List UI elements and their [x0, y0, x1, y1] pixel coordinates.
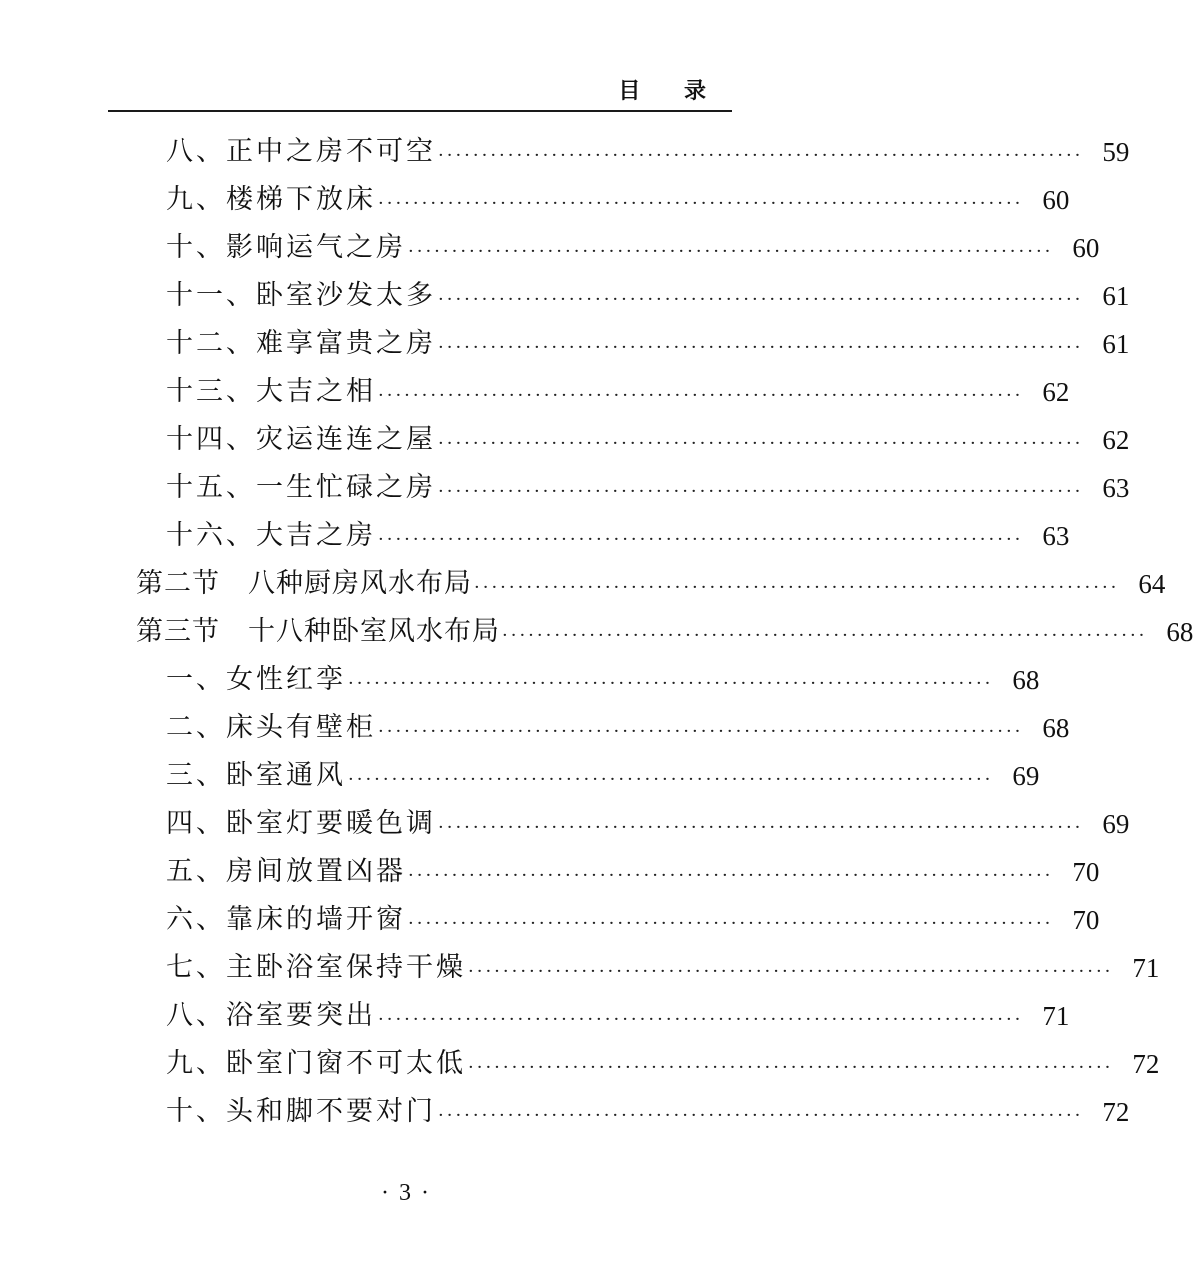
dot-leader: ··········································································: [438, 481, 1084, 502]
toc-entry-title: 六、靠床的墙开窗: [166, 904, 406, 935]
toc-entry-title: 七、主卧浴室保持干燥: [166, 952, 466, 983]
toc-entry[interactable]: [166, 656, 1040, 704]
dot-leader: ··········································································: [438, 433, 1084, 454]
toc-entry-title: 十六、大吉之房: [166, 520, 376, 551]
toc-entry[interactable]: [166, 704, 1070, 752]
toc-entry-title: 十四、灾运连连之屋: [166, 424, 436, 455]
toc-entry-title: 十一、卧室沙发太多: [166, 280, 436, 311]
toc-entry[interactable]: [166, 272, 1130, 320]
page-number: · 3 ·: [381, 1180, 431, 1206]
toc-entry-page: 68: [1012, 665, 1040, 695]
dot-leader: ··········································································: [468, 961, 1114, 982]
toc-entry[interactable]: [166, 512, 1070, 560]
toc-section-entry[interactable]: [136, 560, 1166, 608]
toc-section-title: 第二节 八种厨房风水布局: [136, 568, 472, 599]
toc-entry-title: 十二、难享富贵之房: [166, 328, 436, 359]
toc-entry-title: 十五、一生忙碌之房: [166, 472, 436, 503]
running-head: 目 录: [618, 79, 724, 104]
dot-leader: ··········································································: [438, 289, 1084, 310]
toc-entry-page: 61: [1102, 329, 1130, 359]
toc-entry-title: 九、卧室门窗不可太低: [166, 1048, 466, 1079]
toc-entry-page: 70: [1072, 857, 1100, 887]
toc-entry-title: 八、浴室要突出: [166, 1000, 376, 1031]
toc-entry[interactable]: [166, 992, 1070, 1040]
toc-entry-title: 十三、大吉之相: [166, 376, 376, 407]
dot-leader: ··········································································: [438, 337, 1084, 358]
toc-entry[interactable]: [166, 944, 1160, 992]
toc-entry-page: 72: [1102, 1097, 1130, 1127]
dot-leader: ··········································································: [474, 577, 1120, 598]
toc-entry-page: 71: [1132, 953, 1160, 983]
toc-entry[interactable]: [166, 1040, 1160, 1088]
dot-leader: ··········································································: [408, 865, 1054, 886]
toc-entry[interactable]: [166, 128, 1130, 176]
dot-leader: ··········································································: [438, 145, 1084, 166]
dot-leader: ··········································································: [378, 1009, 1024, 1030]
toc-entry-title: 十、影响运气之房: [166, 232, 406, 263]
toc-entry-title: 一、女性红孪: [166, 664, 346, 695]
dot-leader: ··········································································: [438, 817, 1084, 838]
toc-entry-page: 62: [1102, 425, 1130, 455]
dot-leader: ··········································································: [408, 913, 1054, 934]
header-rule: [108, 110, 732, 112]
toc-entry-page: 64: [1138, 569, 1166, 599]
dot-leader: ··········································································: [348, 673, 994, 694]
dot-leader: ··········································································: [502, 625, 1148, 646]
toc-entry-title: 四、卧室灯要暖色调: [166, 808, 436, 839]
toc-entry[interactable]: [166, 800, 1130, 848]
toc-entry-page: 61: [1102, 281, 1130, 311]
toc-entry-page: 63: [1102, 473, 1130, 503]
toc-entry-title: 九、楼梯下放床: [166, 184, 376, 215]
toc-section-entry[interactable]: [136, 608, 1193, 656]
toc-entry[interactable]: [166, 752, 1040, 800]
toc-entry-page: 62: [1042, 377, 1070, 407]
toc-entry-title: 十、头和脚不要对门: [166, 1096, 436, 1127]
toc-entry-title: 三、卧室通风: [166, 760, 346, 791]
toc-entry-title: 五、房间放置凶器: [166, 856, 406, 887]
toc-entry-page: 71: [1042, 1001, 1070, 1031]
dot-leader: ··········································································: [468, 1057, 1114, 1078]
toc-entry[interactable]: [166, 224, 1100, 272]
toc-entry[interactable]: [166, 416, 1130, 464]
toc-entry[interactable]: [166, 320, 1130, 368]
toc-entry-page: 70: [1072, 905, 1100, 935]
toc-section-title: 第三节 十八种卧室风水布局: [136, 616, 500, 647]
toc-entry[interactable]: [166, 896, 1100, 944]
toc-entry-page: 68: [1166, 617, 1193, 647]
toc-entry[interactable]: [166, 176, 1070, 224]
toc-entry[interactable]: [166, 464, 1130, 512]
toc-entry-page: 72: [1132, 1049, 1160, 1079]
dot-leader: ··········································································: [378, 529, 1024, 550]
dot-leader: ··········································································: [348, 769, 994, 790]
dot-leader: ··········································································: [378, 721, 1024, 742]
toc-entry-page: 63: [1042, 521, 1070, 551]
dot-leader: ··········································································: [378, 385, 1024, 406]
dot-leader: ··········································································: [438, 1105, 1084, 1126]
toc-entry[interactable]: [166, 1088, 1130, 1136]
toc-entry-page: 69: [1102, 809, 1130, 839]
toc-entry-page: 60: [1042, 185, 1070, 215]
toc-entry-page: 69: [1012, 761, 1040, 791]
toc-entry-page: 60: [1072, 233, 1100, 263]
toc-entry-page: 68: [1042, 713, 1070, 743]
dot-leader: ··········································································: [408, 241, 1054, 262]
toc-entry[interactable]: [166, 368, 1070, 416]
toc-entry-page: 59: [1102, 137, 1130, 167]
dot-leader: ··········································································: [378, 193, 1024, 214]
toc-entry-title: 八、正中之房不可空: [166, 136, 436, 167]
toc-entry[interactable]: [166, 848, 1100, 896]
toc-entry-title: 二、床头有壁柜: [166, 712, 376, 743]
